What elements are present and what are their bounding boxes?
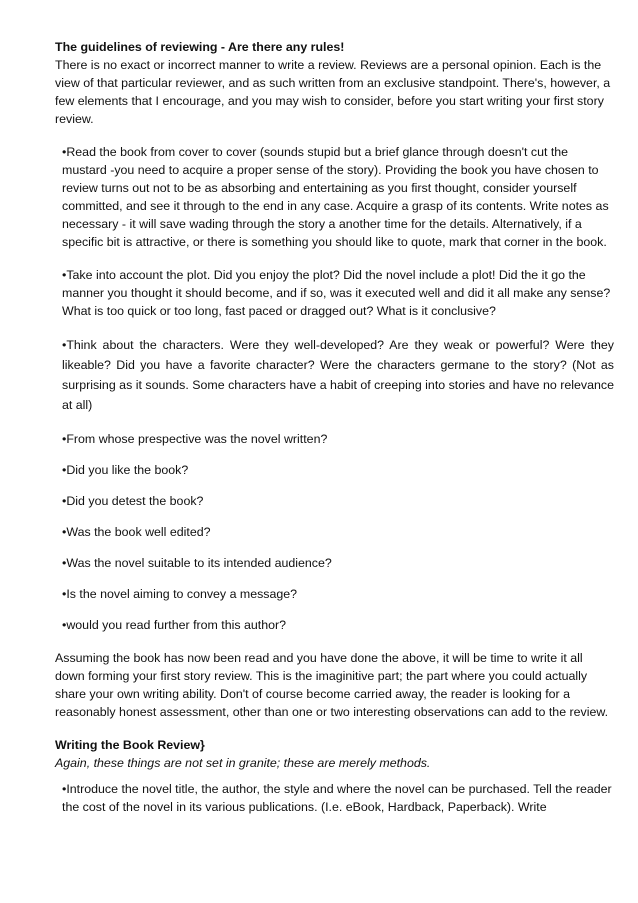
section-subheading-methods: Again, these things are not set in granite; these are merely methods.	[55, 756, 431, 770]
section-heading-guidelines: The guidelines of reviewing - Are there any rules!	[55, 40, 345, 54]
bullet-characters: •Think about the characters. Were they well-developed? Are they weak or powerful? Were they likeable? Did you have a favorite character? Were the characters germane to the story? (Not as surprising as it sounds. Some characters have a habit of creeping into stories and have no relevance at all)	[62, 338, 614, 412]
section-heading-writing: Writing the Book Review}	[55, 738, 205, 752]
bullet-plot: •Take into account the plot. Did you enjoy the plot? Did the novel include a plot! Did the it go the manner you thought it should become, and if so, was it executed well and did it all make any sense? What is too quick or too long, fast paced or dragged out? What is it conclusive?	[62, 268, 611, 318]
bullet-introduce-novel: •Introduce the novel title, the author, the style and where the novel can be purchased. Tell the reader the cost of the novel in its various publications. (I.e. eBook, Hardback, Paperback). Write	[62, 782, 612, 814]
bullet-well-edited: •Was the book well edited?	[62, 525, 211, 539]
intro-paragraph: There is no exact or incorrect manner to write a review. Reviews are a personal opinion. Each is the view of that particular reviewer, and as such written from an exclusive standpoint. There's, however, a few elements that I encourage, and you may wish to consider, before you start writing your first story review.	[55, 58, 611, 126]
bullet-like-book: •Did you like the book?	[62, 463, 189, 477]
closing-paragraph: Assuming the book has now been read and you have done the above, it will be time to write it all down forming your first story review. This is the imaginitive part; the part where you could actually share your own writing ability. Don't of course become carried away, the reader is looking for a reasonably honest assessment, other than one or two interesting observations can add to the review.	[55, 651, 609, 719]
bullet-audience: •Was the novel suitable to its intended audience?	[62, 556, 332, 570]
bullet-read-further: •would you read further from this author?	[62, 618, 287, 632]
bullet-perspective: •From whose prespective was the novel written?	[62, 432, 328, 446]
bullet-detest-book: •Did you detest the book?	[62, 494, 204, 508]
bullet-read-book: •Read the book from cover to cover (sounds stupid but a brief glance through doesn't cut the mustard -you need to acquire a proper sense of the story). Providing the book you have chosen to review turns out not to be as absorbing and entertaining as you first thought, consider yourself committed, and see it through to the end in any case. Acquire a grasp of its contents. Write notes as necessary - it will save wading through the story a another time for the details. Alternatively, if a specific bit is attractive, or there is something you should like to quote, mark that corner in the book.	[62, 145, 609, 249]
bullet-message: •Is the novel aiming to convey a message?	[62, 587, 298, 601]
